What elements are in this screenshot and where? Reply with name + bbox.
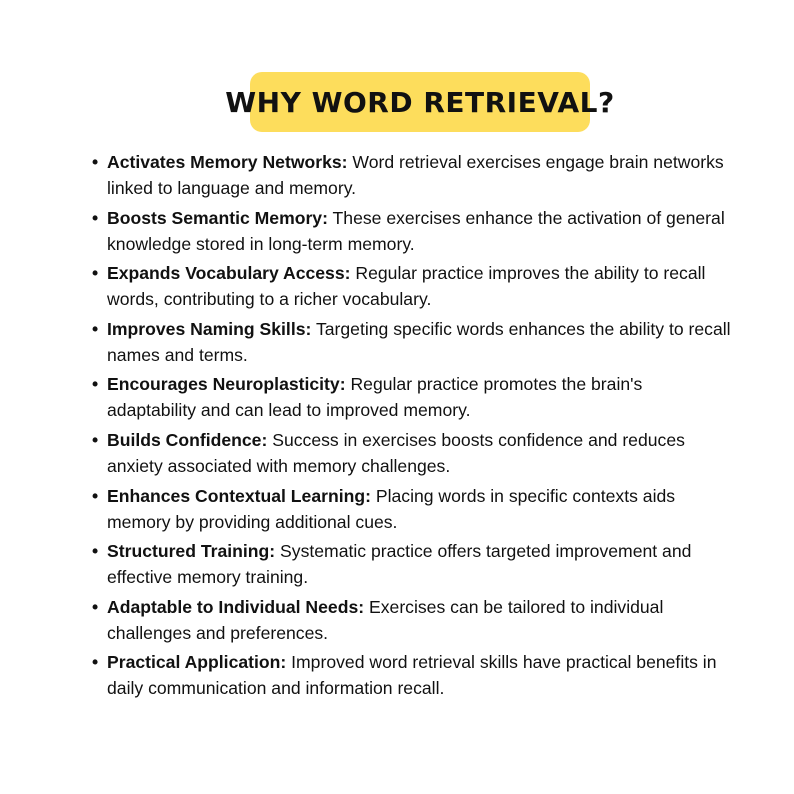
item-description: Success in exercises boosts confidence and reduces anxiety associated with memory challenges. xyxy=(107,429,685,476)
item-heading: Improves Naming Skills: xyxy=(107,318,312,339)
item-description: Regular practice improves the ability to recall words, contributing to a richer vocabulary. xyxy=(107,263,706,310)
item-description: Placing words in specific contexts aids memory by providing additional cues. xyxy=(107,485,676,532)
bullet-icon: • xyxy=(92,596,99,617)
list-item xyxy=(92,649,732,701)
item-description: Targeting specific words enhances the ability to recall names and terms. xyxy=(107,318,731,365)
item-heading: Builds Confidence: xyxy=(107,429,268,450)
list-item xyxy=(92,538,732,590)
list-item xyxy=(92,205,732,257)
item-heading: Enhances Contextual Learning: xyxy=(107,485,371,506)
bullet-icon: • xyxy=(92,374,99,395)
item-description: Exercises can be tailored to individual challenges and preferences. xyxy=(107,596,664,643)
list-item xyxy=(92,260,732,312)
item-heading: Practical Application: xyxy=(107,652,287,673)
bullet-icon: • xyxy=(92,207,99,228)
bullet-icon: • xyxy=(92,263,99,284)
title-banner xyxy=(225,72,615,132)
bullet-icon: • xyxy=(92,429,99,450)
bullet-icon: • xyxy=(92,541,99,562)
item-description: Systematic practice offers targeted improvement and effective memory training. xyxy=(107,541,692,588)
item-description: Regular practice promotes the brain's adaptability and can lead to improved memory. xyxy=(107,374,643,421)
bullet-icon: • xyxy=(92,485,99,506)
benefits-list xyxy=(92,149,732,705)
page-title: WHY WORD RETRIEVAL? xyxy=(225,85,615,119)
list-item xyxy=(92,149,732,201)
list-item xyxy=(92,483,732,535)
item-description: Word retrieval exercises engage brain networks linked to language and memory. xyxy=(107,152,724,198)
list-item xyxy=(92,316,732,368)
item-heading: Expands Vocabulary Access: xyxy=(107,263,351,284)
item-heading: Encourages Neuroplasticity: xyxy=(107,374,346,395)
bullet-icon: • xyxy=(92,318,99,339)
bullet-icon: • xyxy=(92,652,99,673)
item-heading: Activates Memory Networks: xyxy=(107,152,348,172)
list-item xyxy=(92,427,732,479)
item-heading: Adaptable to Individual Needs: xyxy=(107,596,365,617)
item-description: These exercises enhance the activation of general knowledge stored in long-term memory. xyxy=(107,207,725,254)
list-item xyxy=(92,594,732,646)
list-item xyxy=(92,371,732,423)
item-heading: Boosts Semantic Memory: xyxy=(107,207,328,228)
bullet-icon: • xyxy=(92,152,99,172)
item-heading: Structured Training: xyxy=(107,541,276,562)
item-description: Improved word retrieval skills have practical benefits in daily communication and information recall. xyxy=(107,652,717,699)
